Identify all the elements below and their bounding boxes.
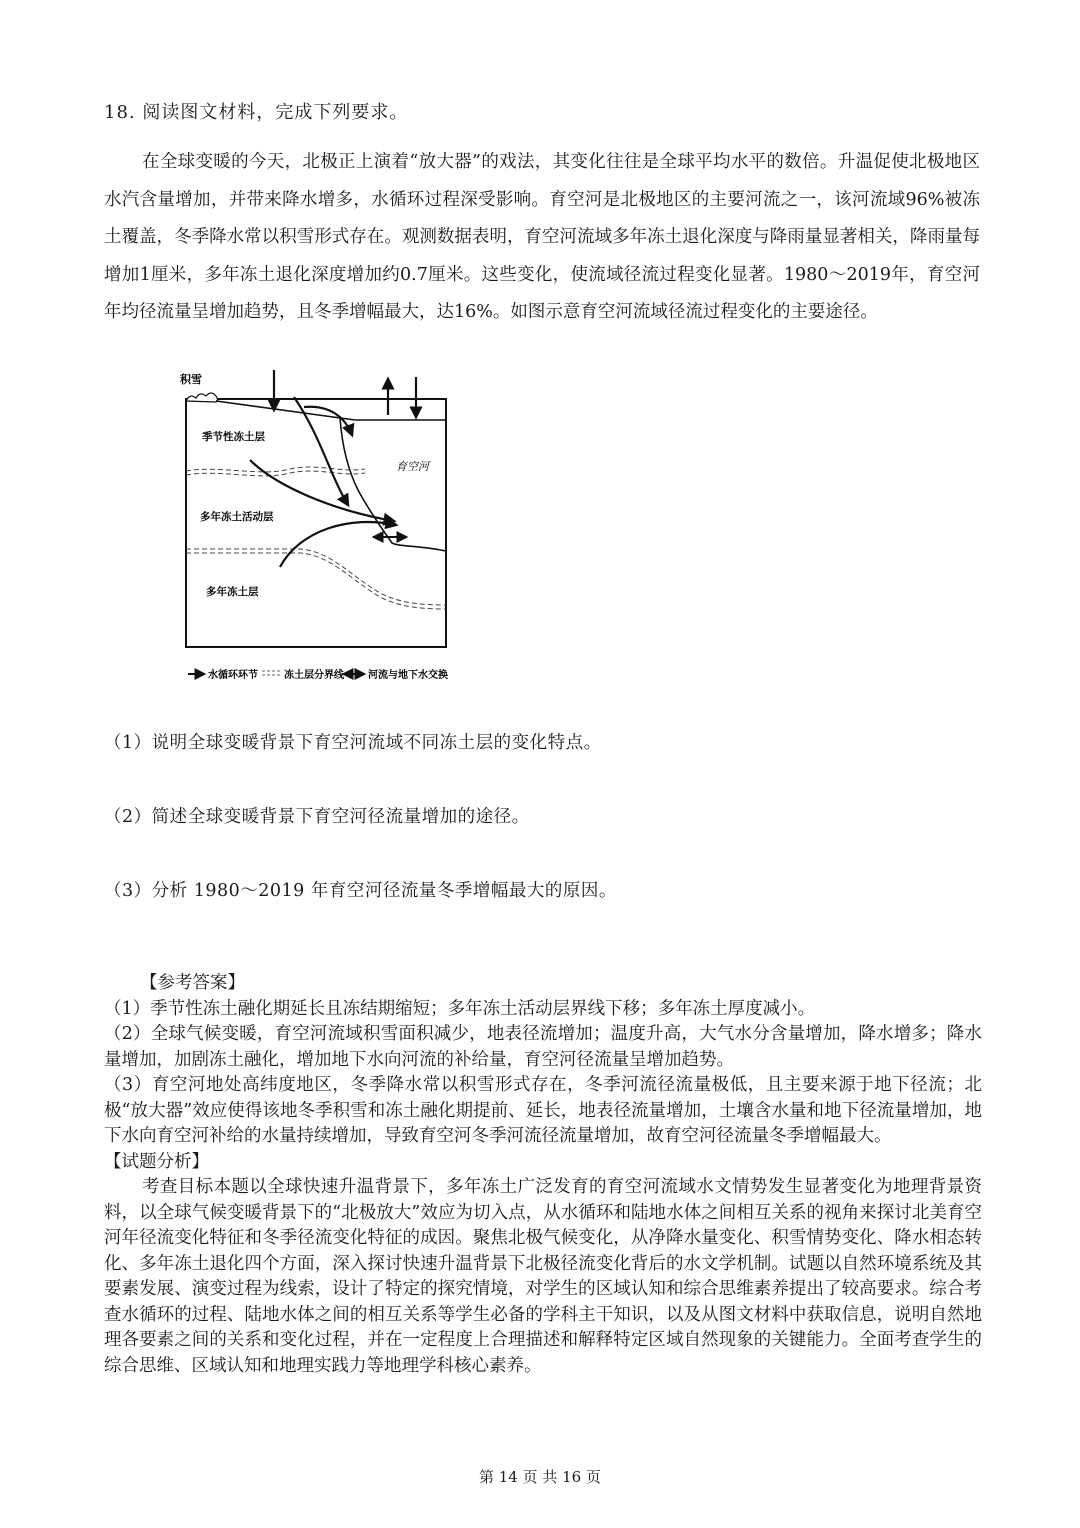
question-passage [104, 144, 980, 332]
river-bank-line [340, 418, 446, 551]
passage-text: 在全球变暖的今天，北极正上演着“放大器”的戏法，其变化往往是全球平均水平的数倍。升温促使北极地区水汽含量增加，并带来降水增多，水循环过程深受影响。育空河是北极地区的主要河流之一，该河流域96%被冻土覆盖，冬季降水常以积雪形式存在。观测数据表明，育空河流域多年冻土退化深度与降雨量显著相关，降雨量每增加1厘米，多年冻土退化深度增加约0.7厘米。这些变化，使流域径流过程变化显著。1980～2019年，育空河年均径流量呈增加趋势，且冬季增幅最大，达16%。如图示意育空河流域径流过程变化的主要途径。 [104, 152, 980, 322]
legend [188, 668, 448, 681]
label-snow: 积雪 [180, 373, 202, 386]
label-seasonal: 季节性冻土层 [202, 431, 265, 443]
answer-3: （3）育空河地处高纬度地区，冬季降水常以积雪形式存在，冬季河流径流量极低，且主要来源于地下径流；北极“放大器”效应使得该地冬季积雪和冻土融化期提前、延长，地表径流量增加，土壤含水量和地下径流量增加，地下水向育空河补给的水量持续增加，导致育空河冬季河流径流量增加，故育空河径流量冬季增幅最大。 [104, 1075, 982, 1146]
page-footer: 第 14 页 共 16 页 [478, 1468, 601, 1486]
legend-cycle: 水循环环节 [208, 670, 258, 681]
label-permafrost: 多年冻土层 [206, 586, 259, 598]
answer-heading: 【参考答案】 [140, 973, 245, 993]
label-active: 多年冻土活动层 [200, 511, 274, 523]
sub-question-3: （3）分析 1980～2019 年育空河径流量冬季增幅最大的原因。 [104, 881, 617, 901]
runoff-diagram [180, 365, 460, 690]
answer-1: （1）季节性冻土融化期延长且冻结期缩短；多年冻土活动层界线下移；多年冻土厚度减小。 [104, 998, 816, 1019]
sub-question-2: （2）简述全球变暖背景下育空河径流量增加的途径。 [104, 807, 530, 827]
legend-exchange: 河流与地下水交换 [368, 670, 448, 681]
frozen-boundary-upper [186, 467, 365, 476]
frozen-boundary-middle [186, 549, 446, 609]
legend-boundary-icon [262, 671, 280, 675]
label-river: 育空河 [396, 460, 429, 473]
analysis-text: 考查目标本题以全球快速升温背景下，多年冻土广泛发育的育空河流域水文情势发生显著变化为地理背景资料，以全球气候变暖背景下的“北极放大”效应为切入点，从水循环和陆地水体之间相互关系的视角来探讨北美育空河年径流变化特征和冬季径流变化特征的成因。聚焦北极气候变化，从净降水量变化、积雪情势变化、降水相态转化、多年冻土退化四个方面，深入探讨快速升温背景下北极径流变化背后的水文学机制。试题以自然环境系统及其要素发展、演变过程为线索，设计了特定的探究情境，对学生的区域认知和综合思维素养提出了较高要求。综合考查水循环的过程、陆地水体之间的相互关系等学生必备的学科主干知识，以及从图文材料中获取信息，说明自然地理各要素之间的关系和变化过程，并在一定程度上合理描述和解释特定区域自然现象的关键能力。全面考查学生的综合思维、区域认知和地理实践力等地理学科核心素养。 [104, 1177, 982, 1376]
sub-question-1: （1）说明全球变暖背景下育空河流域不同冻土层的变化特点。 [104, 733, 602, 753]
legend-boundary: 冻土层分界线 [284, 670, 344, 681]
snow-cloud-icon [186, 393, 218, 402]
analysis-heading: 【试题分析】 [104, 1151, 209, 1172]
answer-2: （2）全球气候变暖，育空河流域积雪面积减少，地表径流增加；温度升高，大气水分含量增加，降水增多；降水量增加，加剧冻土融化，增加地下水向河流的补给量，育空河径流量呈增加趋势。 [104, 1024, 982, 1070]
question-title: 18. 阅读图文材料，完成下列要求。 [104, 102, 409, 123]
answer-section [104, 971, 982, 1379]
